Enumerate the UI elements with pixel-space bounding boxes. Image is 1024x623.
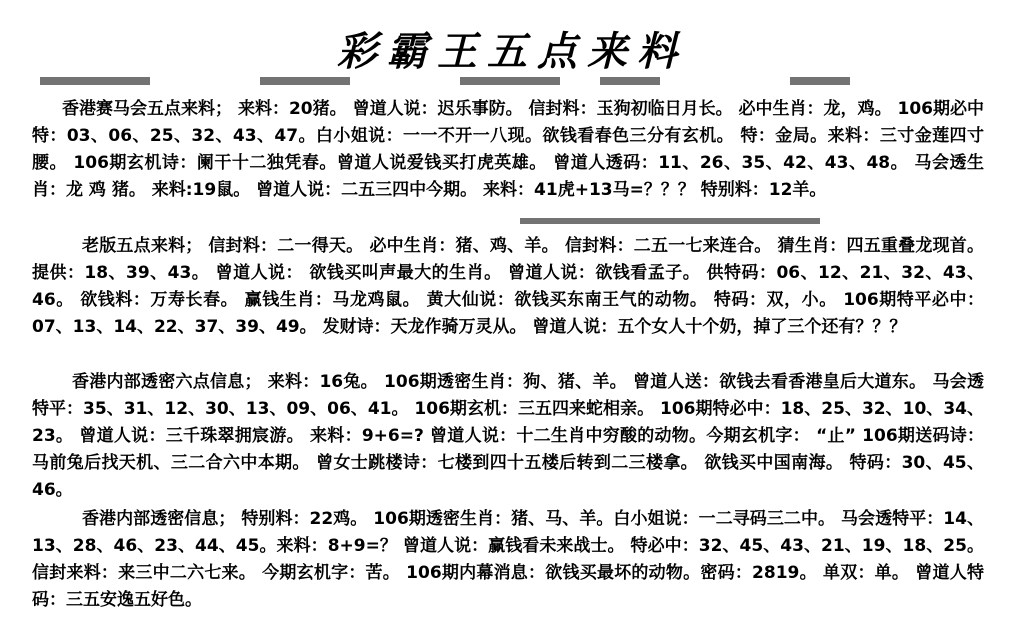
page-title: 彩霸王五点来料 — [337, 28, 687, 75]
info-paragraph-1: 香港赛马会五点来料； 来料：20猪。 曾道人说：迟乐事防。 信封料：玉狗初临日月长。 必中生肖：龙，鸡。 106期必中特：03、06、25、32、43、47。白小姐说：一一不开一八现。欲钱看春色三分有玄机。 特：金局。来料：三寸金莲四寸腰。 106期玄机诗：阑干十二独凭春。曾道人说爱钱买打虎英雄。 曾道人透码：11、26、35、42、43、48。 马会透生肖：龙 鸡 猪。 来料:19鼠。 曾道人说：二五三四中今期。 来料：41虎+13马=？？？ 特别料：12羊。 — [32, 99, 984, 200]
faded-text-line — [260, 77, 350, 85]
faded-text-line — [520, 218, 820, 224]
info-paragraph-2: 老版五点来料； 信封料：二一得天。 必中生肖：猪、鸡、羊。 信封料：二五一七来连合。 猜生肖：四五重叠龙现首。 提供：18、39、43。 曾道人说： 欲钱买叫声最大的生肖。 曾道人说：欲钱看孟子。 供特码：06、12、21、32、43、46。 欲钱料：万寿长春。 赢钱生肖：马龙鸡鼠。 黄大仙说：欲钱买东南王气的动物。 特码：双，小。 106期特平必中：07、13、14、22、37、39、49。 发财诗：天龙作骑万灵从。 曾道人说：五个女人十个奶，掉了三个还有？？？ — [32, 236, 984, 337]
faded-text-line — [40, 77, 150, 85]
info-paragraph-3: 香港内部透密六点信息； 来料：16兔。 106期透密生肖：狗、猪、羊。 曾道人送：欲钱去看香港皇后大道东。 马会透特平：35、31、12、30、13、09、06、41。 106期玄机：三五四来蛇相亲。 106期特必中：18、25、32、10、34、23。 曾道人说：三千珠翠拥宸游。 来料：9+6=? 曾道人说：十二生肖中穷酸的动物。今期玄机字： “止” 106期送码诗：马前兔后找天机、三二合六中本期。 曾女士跳楼诗：七楼到四十五楼后转到二三楼拿。 欲钱买中国南海。 特码：30、45、46。 — [32, 372, 984, 500]
info-paragraph-4: 香港内部透密信息； 特别料：22鸡。 106期透密生肖：猪、马、羊。白小姐说：一二寻码三二中。 马会透特平：14、13、28、46、23、44、45。来料：8+9=？ 曾道人说：赢钱看未来战士。 特必中：32、45、43、21、19、18、25。信封来料：来三中二六七来。 今期玄机字：苦。 106期内幕消息：欲钱买最坏的动物。密码：2819。 单双：单。 曾道人特码：三五安逸五好色。 — [32, 509, 984, 610]
faded-text-line — [600, 77, 660, 85]
faded-text-line — [460, 77, 560, 85]
faded-text-line — [790, 77, 850, 85]
